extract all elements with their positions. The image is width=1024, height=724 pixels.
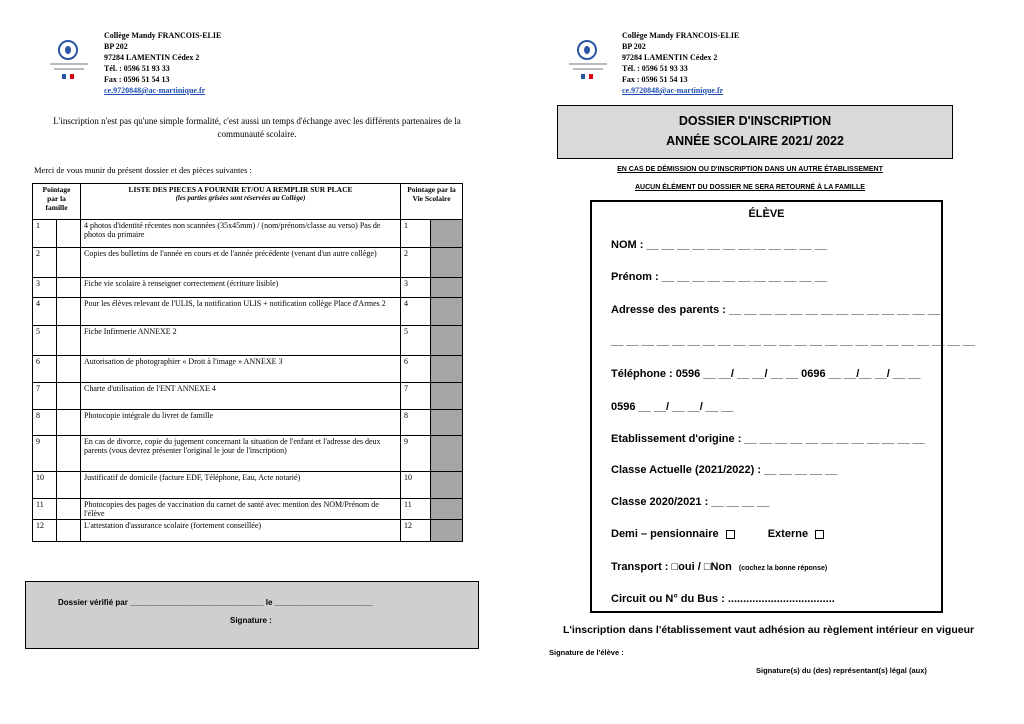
school-check-cell: [431, 472, 463, 499]
table-row: [33, 436, 463, 472]
school-check-cell: [431, 410, 463, 436]
school-check-cell: [431, 499, 463, 520]
reglement-statement: L'inscription dans l'établissement vaut adhésion au règlement intérieur en vigueur: [563, 624, 975, 636]
document-description: Justificatif de domicile (facture EDF, Téléphone, Eau, Acte notarié): [81, 472, 401, 499]
family-check-cell[interactable]: [57, 436, 81, 472]
demi-pensionnaire-checkbox[interactable]: [726, 530, 735, 539]
row-number-school: 3: [401, 278, 431, 298]
table-row: [33, 298, 463, 326]
school-year-title: ANNÉE SCOLAIRE 2021/ 2022: [666, 134, 844, 148]
table-row: [33, 410, 463, 436]
adresse-field-line2[interactable]: __ __ __ __ __ __ __ __ __ __ __ __ __ __ __ __ __ __ __ __ __ __ __ __: [611, 335, 975, 347]
document-description: L'attestation d'assurance scolaire (fortement conseillée): [81, 520, 401, 542]
family-check-cell[interactable]: [57, 298, 81, 326]
document-description: Photocopie intégrale du livret de famille: [81, 410, 401, 436]
family-check-cell[interactable]: [57, 520, 81, 542]
adresse-field[interactable]: Adresse des parents : __ __ __ __ __ __ __ __ __ __ __ __ __ __: [611, 304, 941, 316]
table-row: [33, 499, 463, 520]
table-row: [33, 356, 463, 383]
externe-checkbox[interactable]: [815, 530, 824, 539]
verified-by-line: Dossier vérifié par ______________________________ le ______________________: [58, 598, 373, 607]
school-email-link[interactable]: ce.9720848@ac-martinique.fr: [104, 86, 206, 95]
demi-pensionnaire-label: Demi – pensionnaire: [611, 528, 719, 540]
prenom-field[interactable]: Prénom : __ __ __ __ __ __ __ __ __ __ __: [611, 271, 827, 283]
row-number: 8: [33, 410, 57, 436]
row-number: 11: [33, 499, 57, 520]
school-city: 97284 LAMENTIN Cédex 2: [104, 53, 200, 62]
row-number-school: 7: [401, 383, 431, 410]
row-number-school: 8: [401, 410, 431, 436]
row-number-school: 10: [401, 472, 431, 499]
row-number: 4: [33, 298, 57, 326]
row-number-school: 2: [401, 248, 431, 278]
classe-precedente-field[interactable]: Classe 2020/2021 : __ __ __ __: [611, 496, 770, 508]
student-form-box: [590, 200, 975, 613]
notice-line-1: EN CAS DE DÉMISSION OU D'INSCRIPTION DANS UN AUTRE ÉTABLISSEMENT: [617, 166, 883, 173]
row-number: 7: [33, 383, 57, 410]
nom-field[interactable]: NOM : __ __ __ __ __ __ __ __ __ __ __ __: [611, 239, 827, 251]
document-description: Fiche vie scolaire à renseigner correctement (écriture lisible): [81, 278, 401, 298]
circuit-bus-field[interactable]: Circuit ou N° du Bus : ...................................: [611, 593, 835, 605]
school-check-cell: [431, 436, 463, 472]
family-check-cell[interactable]: [57, 472, 81, 499]
family-check-cell[interactable]: [57, 220, 81, 248]
family-check-cell[interactable]: [57, 278, 81, 298]
document-description: En cas de divorce, copie du jugement concernant la situation de l'enfant et l'adresse des deux parents (vous devrez présenter l'original le jour de l'inscription): [81, 436, 401, 472]
family-check-cell[interactable]: [57, 326, 81, 356]
row-number: 2: [33, 248, 57, 278]
col-school-check: Pointage par la Vie Scolaire: [401, 184, 463, 220]
transport-field[interactable]: Transport : □oui / □Non: [611, 561, 732, 573]
row-number-school: 9: [401, 436, 431, 472]
merci-text: Merci de vous munir du présent dossier et des pièces suivantes :: [34, 165, 252, 175]
dossier-title-box: [557, 105, 953, 159]
family-check-cell[interactable]: [57, 248, 81, 278]
family-check-cell[interactable]: [57, 499, 81, 520]
school-check-cell: [431, 326, 463, 356]
table-row: [33, 520, 463, 542]
school-tel: Tél. : 0596 51 93 33: [622, 64, 688, 73]
documents-table: [32, 183, 463, 542]
academy-logo-right: [565, 38, 611, 80]
table-row: [33, 248, 463, 278]
school-check-cell: [431, 278, 463, 298]
academy-logo-left: [46, 38, 92, 80]
row-number-school: 1: [401, 220, 431, 248]
table-row: [33, 472, 463, 499]
row-number: 5: [33, 326, 57, 356]
school-name: Collège Mandy FRANCOIS-ELIE: [104, 31, 222, 40]
school-email-link[interactable]: ce.9720848@ac-martinique.fr: [622, 86, 724, 95]
document-description: Autorisation de photographier « Droit à l'image » ANNEXE 3: [81, 356, 401, 383]
school-check-cell: [431, 520, 463, 542]
transport-hint: (cochez la bonne réponse): [738, 565, 828, 572]
table-row: [33, 383, 463, 410]
document-description: Fiche Infirmerie ANNEXE 2: [81, 326, 401, 356]
school-check-cell: [431, 220, 463, 248]
table-row: [33, 326, 463, 356]
col-documents-list: LISTE DES PIECES A FOURNIR ET/OU A REMPLIR SUR PLACE (les parties grisées sont réservées au Collège): [81, 184, 401, 220]
document-description: Copies des bulletins de l'année en cours et de l'année précédente (venant d'un autre collège): [81, 248, 401, 278]
school-check-cell: [431, 383, 463, 410]
classe-actuelle-field[interactable]: Classe Actuelle (2021/2022) : __ __ __ __ __: [611, 464, 838, 476]
document-description: Pour les élèves relevant de l'ULIS, la notification ULIS + notification collège Place d'Armes 2: [81, 298, 401, 326]
notice-line-2: AUCUN ÉLÉMENT DU DOSSIER NE SERA RETOURNÉ À LA FAMILLE: [635, 184, 865, 191]
school-check-cell: [431, 248, 463, 278]
school-city: 97284 LAMENTIN Cédex 2: [622, 53, 718, 62]
school-fax: Fax : 0596 51 54 13: [104, 75, 170, 84]
family-check-cell[interactable]: [57, 410, 81, 436]
family-check-cell[interactable]: [57, 356, 81, 383]
row-number-school: 12: [401, 520, 431, 542]
intro-text: L'inscription n'est pas qu'une simple formalité, c'est aussi un temps d'échange avec les différents partenaires de la communauté scolaire.: [53, 116, 461, 139]
row-number: 6: [33, 356, 57, 383]
row-number-school: 4: [401, 298, 431, 326]
school-check-cell: [431, 356, 463, 383]
telephone-field[interactable]: Téléphone : 0596 __ __/ __ __/ __ __ 0696 __ __/__ __/ __ __: [611, 368, 921, 380]
verification-box: [25, 581, 479, 649]
row-number-school: 5: [401, 326, 431, 356]
document-description: Charte d'utilisation de l'ENT ANNEXE 4: [81, 383, 401, 410]
student-signature-label: Signature de l'élève :: [549, 648, 624, 657]
table-row: [33, 278, 463, 298]
school-tel: Tél. : 0596 51 93 33: [104, 64, 170, 73]
document-description: Photocopies des pages de vaccination du carnet de santé avec mention des NOM/Prénom de l'élève: [81, 499, 401, 520]
row-number: 1: [33, 220, 57, 248]
school-check-cell: [431, 298, 463, 326]
school-fax: Fax : 0596 51 54 13: [622, 75, 688, 84]
guardian-signature-label: Signature(s) du (des) représentant(s) légal (aux): [756, 666, 927, 675]
table-row: [33, 220, 463, 248]
row-number-school: 11: [401, 499, 431, 520]
etablissement-origine-field[interactable]: Etablissement d'origine : __ __ __ __ __ __ __ __ __ __ __ __: [611, 433, 925, 445]
verif-signature-label: Signature :: [230, 616, 272, 625]
col-family-check: Pointage par la famille: [33, 184, 81, 220]
row-number: 12: [33, 520, 57, 542]
school-bp: BP 202: [104, 42, 128, 51]
document-description: 4 photos d'identité récentes non scannées (35x45mm) / (nom/prénom/classe au verso) Pas de photos du primaire: [81, 220, 401, 248]
school-name: Collège Mandy FRANCOIS-ELIE: [622, 31, 740, 40]
row-number: 9: [33, 436, 57, 472]
family-check-cell[interactable]: [57, 383, 81, 410]
school-address-left: [104, 30, 221, 96]
school-bp: BP 202: [622, 42, 646, 51]
externe-label: Externe: [767, 528, 809, 540]
dossier-title: DOSSIER D'INSCRIPTION: [678, 114, 832, 128]
school-address-right: [622, 30, 739, 96]
row-number-school: 6: [401, 356, 431, 383]
eleve-heading: ÉLÈVE: [748, 208, 785, 220]
row-number: 10: [33, 472, 57, 499]
row-number: 3: [33, 278, 57, 298]
telephone-field-2[interactable]: 0596 __ __/ __ __/ __ __: [611, 401, 734, 413]
